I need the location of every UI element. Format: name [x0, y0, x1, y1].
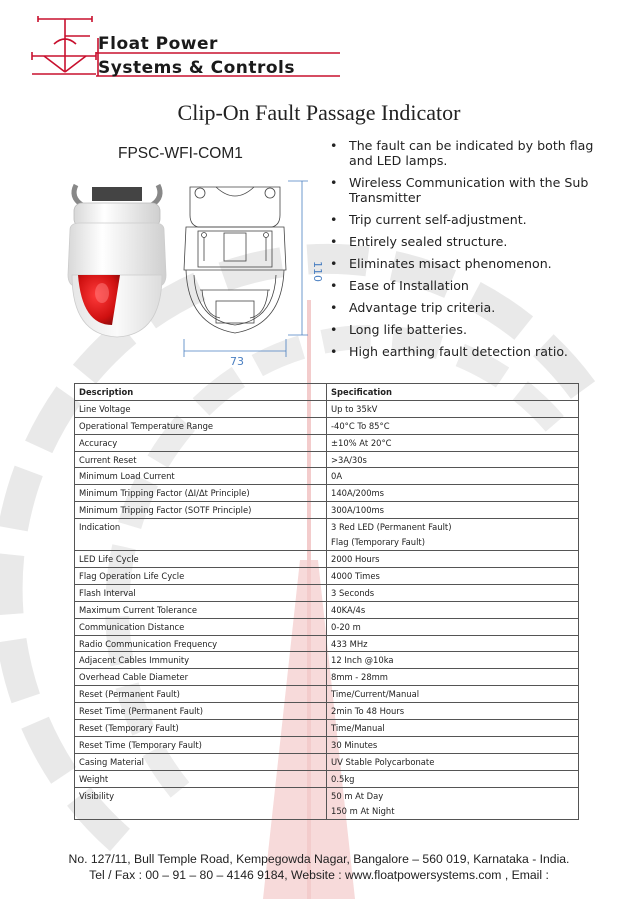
- spec-value: 2min To 48 Hours: [331, 706, 405, 717]
- spec-description-cell: Minimum Load Current: [75, 468, 327, 485]
- spec-value-cell: [327, 787, 579, 819]
- spec-value: 8mm - 28mm: [331, 672, 388, 683]
- table-row: [75, 618, 579, 635]
- spec-value-cell: [327, 400, 579, 417]
- feature-item: • Wireless Communication with the Sub Transmitter: [330, 175, 610, 205]
- spec-value-cell: [327, 753, 579, 770]
- table-row: [75, 753, 579, 770]
- spec-description-cell: Maximum Current Tolerance: [75, 601, 327, 618]
- spec-description-cell: Indication: [75, 519, 327, 551]
- spec-description-cell: Weight: [75, 770, 327, 787]
- spec-value-cell: [327, 635, 579, 652]
- spec-value: 140A/200ms: [331, 488, 385, 499]
- spec-description-cell: Flash Interval: [75, 584, 327, 601]
- width-dimension-label: 73: [230, 355, 244, 368]
- spec-value: 300A/100ms: [331, 505, 385, 516]
- table-row: [75, 669, 579, 686]
- footer-contact: Tel / Fax : 00 – 91 – 80 – 4146 9184, Website : www.floatpowersystems.com , Email :: [89, 868, 549, 882]
- table-row: [75, 652, 579, 669]
- table-row: [75, 635, 579, 652]
- table-row: [75, 551, 579, 568]
- spec-value: -40°C To 85°C: [331, 420, 390, 431]
- table-row: [75, 519, 579, 551]
- table-row: [75, 502, 579, 519]
- feature-item: • Advantage trip criteria.: [330, 300, 610, 315]
- spec-value-cell: [327, 669, 579, 686]
- spec-value: 0-20 m: [331, 621, 361, 632]
- spec-description-cell: Overhead Cable Diameter: [75, 669, 327, 686]
- spec-description-cell: Casing Material: [75, 753, 327, 770]
- spec-value-cell: [327, 468, 579, 485]
- spec-value-cell: [327, 417, 579, 434]
- spec-description-cell: Operational Temperature Range: [75, 417, 327, 434]
- table-row: [75, 584, 579, 601]
- spec-description-cell: Minimum Tripping Factor (ΔI/Δt Principle): [75, 485, 327, 502]
- spec-value: Up to 35kV: [331, 403, 378, 414]
- spec-value: Time/Manual: [331, 722, 385, 733]
- spec-value-line2: 150 m At Night: [331, 805, 395, 816]
- spec-description-cell: Reset Time (Temporary Fault): [75, 736, 327, 753]
- spec-value: 0.5kg: [331, 773, 355, 784]
- spec-value-cell: [327, 652, 579, 669]
- spec-description-cell: Flag Operation Life Cycle: [75, 568, 327, 585]
- feature-item: • High earthing fault detection ratio.: [330, 344, 610, 359]
- spec-description-cell: Accuracy: [75, 434, 327, 451]
- spec-description-cell: Minimum Tripping Factor (SOTF Principle): [75, 502, 327, 519]
- spec-value: 40KA/4s: [331, 604, 366, 615]
- spec-value-cell: [327, 451, 579, 468]
- spec-value-cell: [327, 502, 579, 519]
- table-row: [75, 601, 579, 618]
- spec-value: 30 Minutes: [331, 739, 378, 750]
- spec-value-line2: Flag (Temporary Fault): [331, 537, 425, 548]
- table-row: [75, 720, 579, 737]
- table-row: [75, 736, 579, 753]
- spec-description-cell: Reset Time (Permanent Fault): [75, 703, 327, 720]
- table-row: [75, 468, 579, 485]
- table-row: [75, 434, 579, 451]
- spec-value-cell: [327, 686, 579, 703]
- company-name-line2: Systems & Controls: [98, 58, 295, 78]
- model-number: FPSC-WFI-COM1: [118, 145, 243, 162]
- page-title: Clip-On Fault Passage Indicator: [177, 100, 461, 125]
- table-header-row: [75, 384, 579, 401]
- feature-item: • Trip current self-adjustment.: [330, 212, 610, 227]
- device-photo: [62, 175, 172, 350]
- company-name-line1: Float Power: [98, 34, 218, 54]
- spec-value: 2000 Hours: [331, 554, 380, 565]
- spec-description-cell: Line Voltage: [75, 400, 327, 417]
- spec-value: ±10% At 20°C: [331, 437, 392, 448]
- spec-value: 0A: [331, 471, 343, 482]
- spec-value-cell: [327, 770, 579, 787]
- spec-value: UV Stable Polycarbonate: [331, 756, 435, 767]
- feature-list: [330, 138, 610, 366]
- spec-value-cell: [327, 703, 579, 720]
- feature-item: • Eliminates misact phenomenon.: [330, 256, 610, 271]
- spec-value-cell: [327, 601, 579, 618]
- spec-value-cell: [327, 720, 579, 737]
- table-row: [75, 787, 579, 819]
- dimension-drawing: [180, 175, 325, 370]
- spec-value-cell: [327, 618, 579, 635]
- spec-description-cell: Reset (Temporary Fault): [75, 720, 327, 737]
- spec-value: Time/Current/Manual: [331, 689, 420, 700]
- spec-description-cell: Visibility: [75, 787, 327, 819]
- table-row: [75, 568, 579, 585]
- spec-value-cell: [327, 736, 579, 753]
- spec-description-cell: Reset (Permanent Fault): [75, 686, 327, 703]
- spec-value-cell: [327, 434, 579, 451]
- table-row: [75, 451, 579, 468]
- spec-value-cell: [327, 485, 579, 502]
- spec-description-cell: Communication Distance: [75, 618, 327, 635]
- footer-address: No. 127/11, Bull Temple Road, Kempegowda Nagar, Bangalore – 560 019, Karnataka - India.: [68, 852, 570, 866]
- table-row: [75, 703, 579, 720]
- header-specification: Specification: [327, 384, 579, 401]
- table-row: [75, 400, 579, 417]
- spec-value-cell: [327, 568, 579, 585]
- feature-item: • The fault can be indicated by both flag and LED lamps.: [330, 138, 610, 168]
- spec-value: 12 Inch @10ka: [331, 655, 394, 666]
- feature-item: • Long life batteries.: [330, 322, 610, 337]
- table-row: [75, 485, 579, 502]
- specification-table: [74, 383, 579, 820]
- feature-item: • Entirely sealed structure.: [330, 234, 610, 249]
- spec-value: 3 Red LED (Permanent Fault): [331, 522, 452, 533]
- spec-value: 433 MHz: [331, 638, 368, 649]
- spec-value: 3 Seconds: [331, 587, 375, 598]
- spec-value: >3A/30s: [331, 454, 367, 465]
- feature-item: • Ease of Installation: [330, 278, 610, 293]
- spec-value-cell: [327, 551, 579, 568]
- header-description: Description: [75, 384, 327, 401]
- spec-description-cell: LED Life Cycle: [75, 551, 327, 568]
- spec-value-cell: [327, 584, 579, 601]
- height-dimension-label: 110: [311, 261, 324, 282]
- table-row: [75, 686, 579, 703]
- spec-description-cell: Adjacent Cables Immunity: [75, 652, 327, 669]
- spec-description-cell: Radio Communication Frequency: [75, 635, 327, 652]
- table-row: [75, 770, 579, 787]
- spec-description-cell: Current Reset: [75, 451, 327, 468]
- spec-value: 50 m At Day: [331, 790, 384, 801]
- spec-value-cell: [327, 519, 579, 551]
- table-row: [75, 417, 579, 434]
- spec-value: 4000 Times: [331, 570, 380, 581]
